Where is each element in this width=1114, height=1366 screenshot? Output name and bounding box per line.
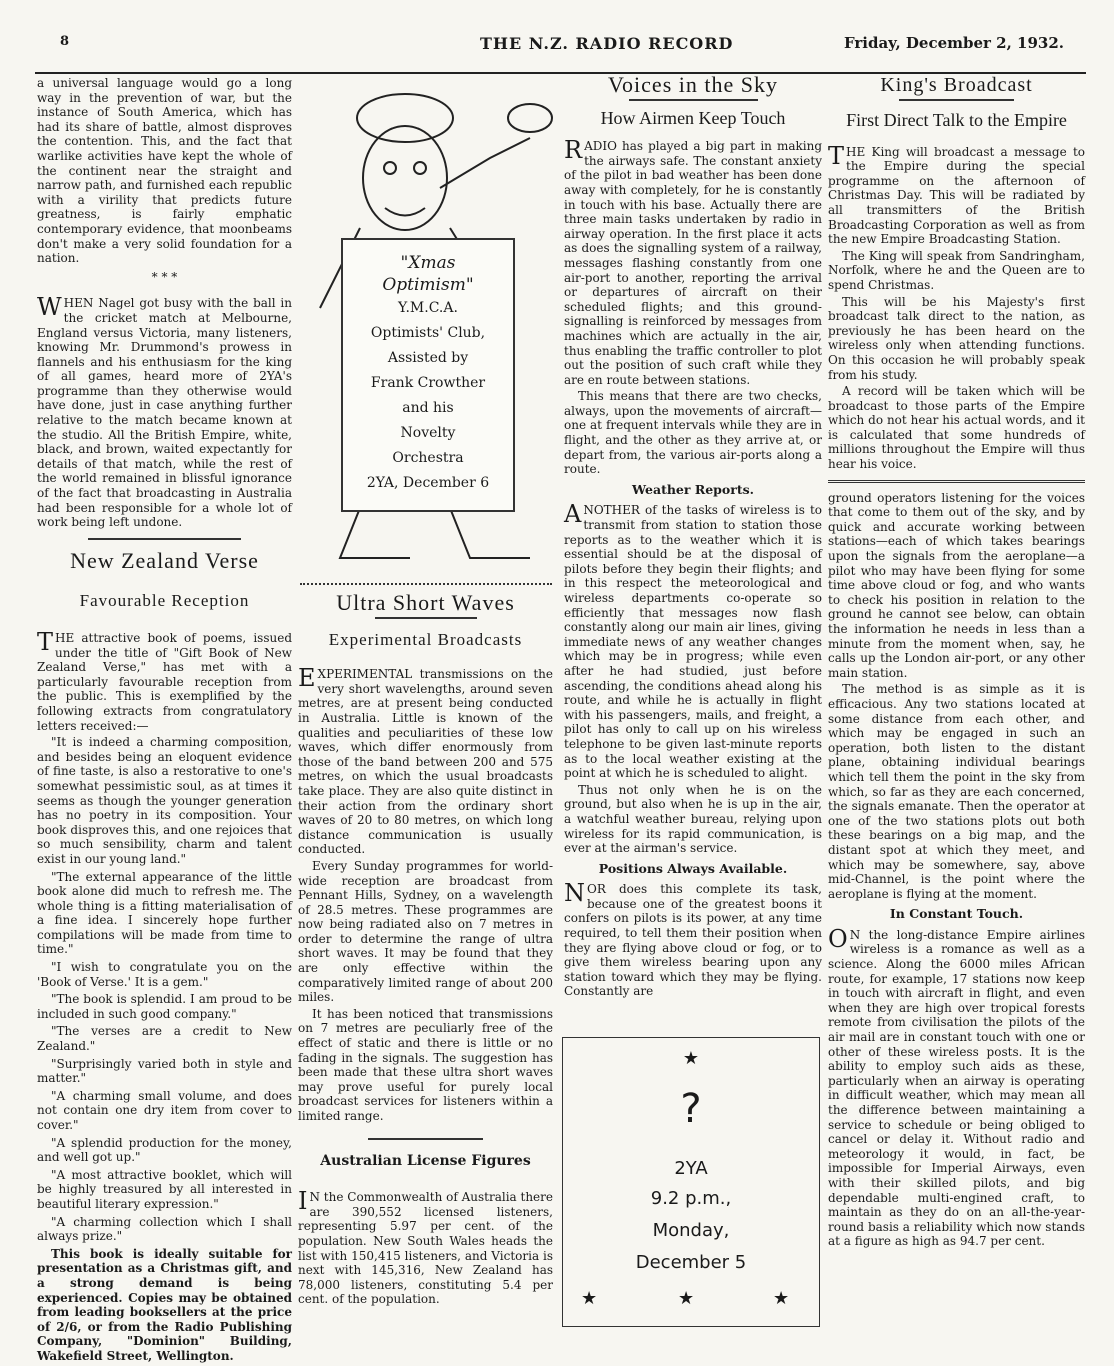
- quote: "It is indeed a charming composition, and besides being an eloquent evidence of fine taste, is also a restorative to one's somewhat pessimistic soul, as at times it seems as though the younger generation has no poetry in its composition. Your book disproves this, and one rejoices that so much sensibility, charm and talent exist in our young land.": [37, 735, 292, 866]
- ad-time: 9.2 p.m.,: [650, 1188, 732, 1209]
- placard-line: Y.M.C.A.: [398, 300, 458, 316]
- quotes-list: [37, 735, 292, 1244]
- pipe-shape: [440, 138, 530, 188]
- drop-cap: T: [37, 628, 54, 656]
- section-divider: [368, 1138, 483, 1140]
- positions-heading: Positions Always Available.: [598, 860, 788, 876]
- verse-closing: This book is ideally suitable for presentation as a Christmas gift, and a strong demand is being experienced. Copies may be obtained from leading booksellers at the price of 2/6, or from the Radio Publishing Company, "Dominion" Building, Wakefield Street, Wellington.: [37, 1246, 292, 1363]
- quote: "A charming small volume, and does not contain one dry item from cover to cover.": [37, 1088, 292, 1132]
- kings-subheading: First Direct Talk to the Empire: [846, 109, 1067, 130]
- star-icon: ★: [581, 1288, 598, 1309]
- drop-cap: E: [298, 664, 316, 693]
- heading-divider: [375, 617, 477, 619]
- kings-paragraph: HE King will broadcast a message to the Empire during the special programme on the afternoon of Christmas Day. This will be radiated by all transmitters of the British Broadcasting Corporation as well as from the new Empire Broadcasting Station.: [828, 144, 1085, 247]
- broadcast-ad-box: [562, 1037, 820, 1327]
- star-icon: ★: [678, 1288, 695, 1309]
- column-2: [298, 590, 553, 1309]
- section-stars: * * *: [151, 269, 178, 284]
- constant-touch-paragraph: N the long-distance Empire airlines wireless is a romance as well as a science. Along the 6000 miles African route, for example, 17 stations now keep in touch with aircraft in flight, and even when they are high over tropical forests remote from civilisation the pilots of the air mail are in constant touch with one or other of these wireless posts. It is the ability to employ such aids as these, particularly when an airway is operating in difficult weather, which may mean all the difference between maintaining a service to schedule or being obliged to cancel or delay it. Without radio and meteorology it would, in fact, be impossible for Imperial Airways, even with their skilled pilots, and big dependable multi-engined craft, to maintain as they do on an all-the-year-round basis a reliability which now stands at a figure as high as 94.7 per cent.: [828, 927, 1085, 1249]
- placard-line: Assisted by: [387, 350, 469, 366]
- quote: "A charming collection which I shall always prize.": [37, 1214, 292, 1244]
- xmas-placard: [341, 238, 515, 512]
- heading-divider: [629, 99, 758, 101]
- ad-station: 2YA: [674, 1158, 708, 1179]
- placard-line: Optimists' Club,: [370, 325, 486, 341]
- voices-heading: Voices in the Sky: [608, 72, 778, 97]
- cap-shape: [357, 94, 453, 142]
- feet-shape: [340, 508, 530, 558]
- placard-line: Optimism": [382, 275, 474, 295]
- kings-heading: King's Broadcast: [880, 74, 1033, 96]
- smoke-shape: [508, 104, 552, 132]
- publication-title: THE N.Z. RADIO RECORD: [480, 34, 734, 53]
- quote: "The verses are a credit to New Zealand.": [37, 1024, 292, 1054]
- voices-subheading: How Airmen Keep Touch: [600, 107, 786, 128]
- weather-heading: Weather Reports.: [632, 481, 754, 497]
- voices-paragraph: ADIO has played a big part in making the airways safe. The constant anxiety of the pilot in bad weather has been done away with completely, for he is constantly in touch with his base. Actually there are three main tasks undertaken by radio in airway operation. In the first place it acts as does the signalling system of a railway, messages flashing constantly from one air-port to another, reporting the arrival or departures of aircraft on their scheduled flights; and this ground-signalling is reinforced by messages from machines which are actually in the air, thus enabling the traffic controller to plot out the position of such craft while they are en route between stations.: [564, 139, 822, 387]
- constant-touch-heading: In Constant Touch.: [889, 906, 1024, 922]
- quote: "Surprisingly varied both in style and matter.": [37, 1056, 292, 1086]
- heading-divider: [899, 99, 1015, 101]
- quote: "The book is splendid. I am proud to be included in such good company.": [37, 992, 292, 1021]
- ultra-paragraph: XPERIMENTAL transmissions on the very short wavelengths, around seven metres, are at present being conducted in Australia. Little is known of the qualities and peculiarities of these low waves, which differ enormously from those of the band between 200 and 575 metres, on which the usual broadcasts take place. They are also quite distinct in their action from the ordinary short waves of 20 to 80 metres, on which long distance communication is usually conducted.: [298, 667, 553, 857]
- page-header: [40, 30, 1084, 58]
- placard-line: Orchestra: [392, 450, 464, 466]
- license-paragraph: N the Commonwealth of Australia there are 390,552 licensed listeners, representing 5.97 per cent. of the population. New South Wales heads the list with 150,415 listeners, and Victoria is next with 145,316, New Zealand has 78,000 listeners, constituting 5.4 per cent. of the population.: [298, 1190, 553, 1307]
- drop-cap: I: [298, 1187, 308, 1216]
- drop-cap: A: [564, 500, 582, 529]
- continuation-paragraph: The method is as simple as it is efficacious. Any two stations located at some distance from each other, and which may be engaged in such an operation, both listen to the distant plane, obtaining individual bearings which tell them the point in the sky from which, so far as they are each concerned, the signals emanate. Then the operator at one of the two stations plots out both these bearings on a big map, and the distant spot at which they meet, and which may be somewhere, say, above mid-Channel, is the point where the aeroplane is flying at the moment.: [828, 682, 1085, 901]
- section-divider: [88, 538, 241, 540]
- drop-cap: N: [564, 879, 585, 908]
- weather-paragraph: Thus not only when he is on the ground, but also when he is up in the air, a watchful weather bureau, relying upon wireless for its rapid communication, is ever at the airman's service.: [564, 782, 822, 856]
- weather-paragraph: NOTHER of the tasks of wireless is to transmit from station to station those reports as to the weather which it is essential should be at the disposal of pilots before they begin their flights; and in this respect the meteorological and wireless departments co-operate so efficiently that messages now flash constantly along our main air lines, giving immediate news of any weather changes which may be in progress; while even after he had studied, just before ascending, the conditions ahead along his route, and while he is actually in flight with his passengers, mails, and freight, a pilot has only to call up on his wireless telephone to be given last-minute reports as to the local weather existing at the point at which he is scheduled to alight.: [564, 503, 822, 781]
- kings-paragraph: A record will be taken which will be broadcast to those parts of the Empire which do not hear his actual words, and it is calculated that some hundreds of millions throughout the Empire will thus hear his voice.: [828, 384, 1085, 472]
- cricket-paragraph: HEN Nagel got busy with the ball in the cricket match at Melbourne, England versus Victoria, many listeners, knowing Mr. Drummond's prowess in flannels and his enthusiasm for the king of all games, heard more of 2YA's programme than they otherwise would have done, just in case anything further relative to the match became known at the studio. All the British Empire, white, black, and brown, waited expectantly for details of that match, while the rest of the world remained in blissful ignorance of the fact that broadcasting in Australia had been responsible for a whole lot of work being left undone.: [37, 296, 292, 530]
- verse-subheading: Favourable Reception: [79, 591, 250, 611]
- placard-line: and his: [402, 400, 454, 416]
- column-4: [828, 74, 1085, 1251]
- drop-cap: R: [564, 136, 583, 165]
- section-rule: [828, 480, 1085, 483]
- drop-cap: T: [828, 141, 845, 170]
- column-1: [37, 76, 292, 1366]
- ad-day: Monday,: [652, 1220, 730, 1241]
- kings-paragraph: The King will speak from Sandringham, Norfolk, where he and the Queen are to spend Christmas.: [828, 248, 1085, 292]
- ultra-paragraph: It has been noticed that transmissions on 7 metres are peculiarly free of the effect of static and there is little or no fading in the signals. The suggestion has been made that these ultra short waves may prove useful for purely local broadcast services for listeners within a limited range.: [298, 1006, 553, 1123]
- issue-date: Friday, December 2, 1932.: [843, 34, 1064, 52]
- quote: "A splendid production for the money, and well got up.": [37, 1135, 292, 1165]
- column-3: [564, 72, 822, 1001]
- quote: "The external appearance of the little book alone did much to refresh me. The whole thing is a fitting materialisation of a fine idea. I sincerely hope further compilations will be made from time to time.": [37, 869, 292, 957]
- intro-paragraph: a universal language would go a long way in the prevention of war, but the instance of South America, which has had its share of battle, almost disproves the contention. This, and the fact that warlike activities have kept the whole of the continent near the straight and narrow path, and furnished each republic with a virility that predicts future greatness, is fairly emphatic contemporary evidence, that moonbeams don't make a very solid foundation for a nation.: [37, 76, 292, 266]
- quote: "I wish to congratulate you on the 'Book of Verse.' It is a gem.": [37, 960, 292, 989]
- voices-paragraph: This means that there are two checks, always, upon the movements of aircraft—one at frequent intervals while they are in flight, and the other as they arrive at, or depart from, the various air-ports along a route.: [564, 389, 822, 477]
- kings-paragraph: This will be his Majesty's first broadcast talk direct to the nation, as previously he has been heard on the wireless only when attending functions. On this occasion he will probably speak from his study.: [828, 294, 1085, 382]
- placard-line: Novelty: [400, 425, 456, 441]
- ad-question: ?: [680, 1086, 702, 1132]
- verse-heading: New Zealand Verse: [70, 547, 259, 573]
- dotted-divider: [300, 583, 552, 585]
- placard-line: 2YA, December 6: [366, 475, 490, 491]
- verse-intro: HE attractive book of poems, issued under the title of "Gift Book of New Zealand Verse," has met with a particularly favourable reception from the public. This is exemplified by the following extracts from congratulatory letters received:—: [37, 631, 292, 733]
- license-heading: Australian License Figures: [320, 1152, 531, 1169]
- drop-cap: O: [828, 924, 848, 953]
- ultra-subheading: Experimental Broadcasts: [328, 629, 523, 649]
- placard-line: Frank Crowther: [370, 375, 486, 391]
- positions-paragraph: OR does this complete its task, because one of the greatest boons it confers on pilots is its power, at any time required, to tell them their position when they are flying above cloud or fog, or to give them wireless bearing upon any station toward which they may be flying. Constantly are: [564, 882, 822, 999]
- ultra-heading: Ultra Short Waves: [336, 590, 515, 615]
- drop-cap: W: [37, 293, 62, 322]
- placard-line: "Xmas: [400, 253, 456, 273]
- continuation-paragraph: ground operators listening for the voices that come to them out of the sky, and by quick and accurate working between stations—each of which takes bearings upon the signals from the aeroplane—a pilot who may have been flying for some time above cloud or fog, and who wants to check his position in relation to the ground he cannot see below, can obtain the information he needs in less than a minute from the moment when, say, he calls up the London air-port, or any other main station.: [828, 490, 1085, 680]
- page-number: 8: [60, 34, 70, 49]
- ad-date: December 5: [635, 1252, 747, 1273]
- star-icon: ★: [682, 1048, 700, 1069]
- ultra-paragraph: Every Sunday programmes for world-wide reception are broadcast from Pennant Hills, Sydney, on a wavelength of 28.5 metres. These programmes are now being radiated also on 7 metres in order to determine the range of ultra short waves. It may be found that they are only effective within the comparatively limited range of about 200 miles.: [298, 858, 553, 1005]
- star-icon: ★: [773, 1288, 790, 1309]
- quote: "A most attractive booklet, which will be highly treasured by all interested in beautiful literary expression.": [37, 1167, 292, 1211]
